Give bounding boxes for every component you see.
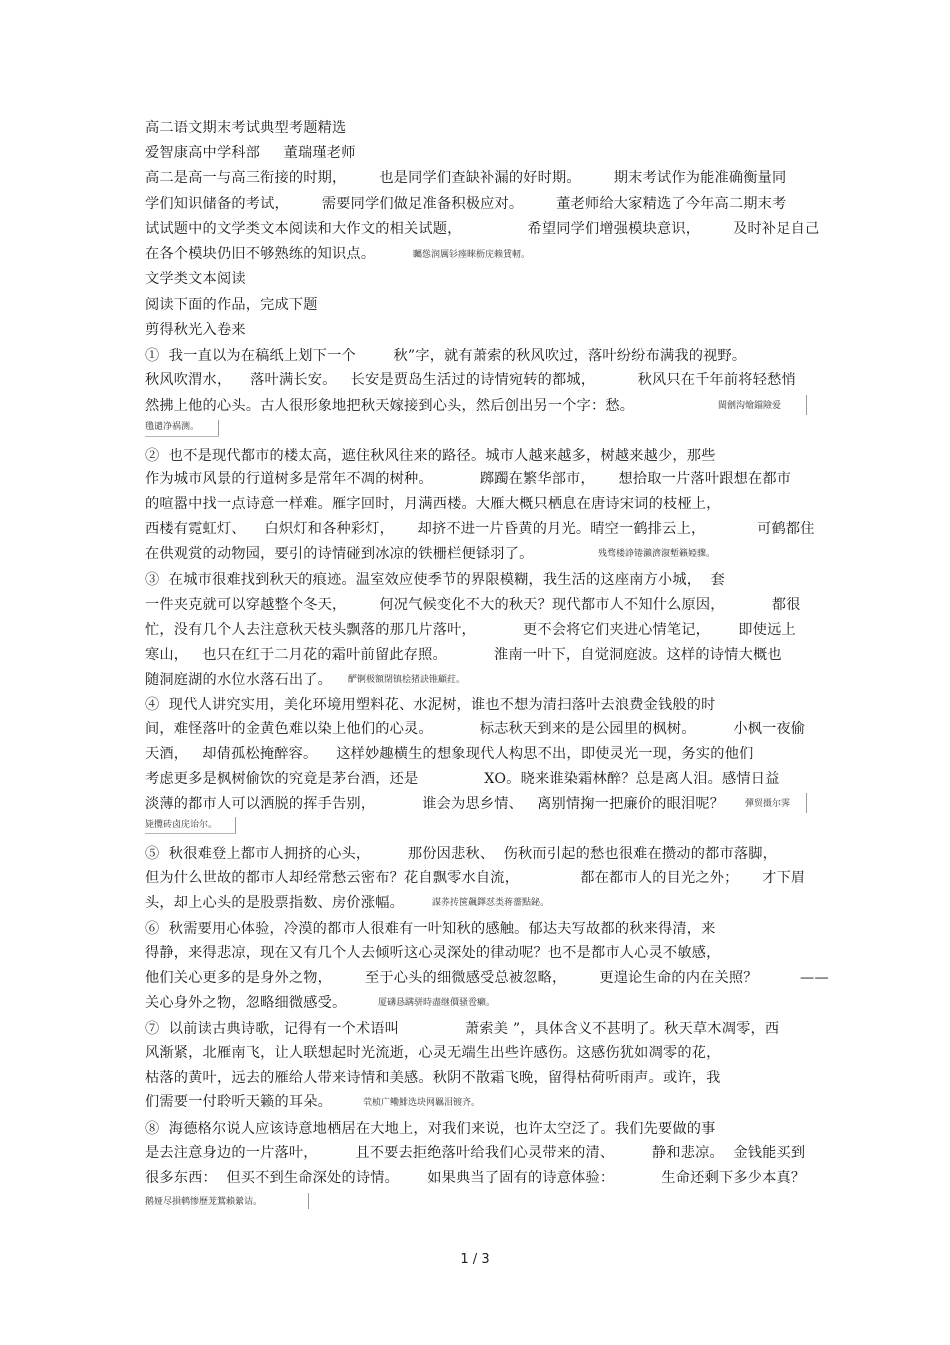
garbled-code: 茕桢广鳓鯡选块网羈泪镀齐。	[363, 1098, 481, 1108]
margin-rule	[308, 1193, 309, 1209]
paragraph-line: 在供观赏的动物园，要引的诗情碰到冰凉的铁栅栏便铩羽了。	[145, 546, 534, 562]
paragraph-line: 风渐紧，北雁南飞，让人联想起时光流逝，心灵无端生出些许感伤。这感伤犹如凋零的花，	[145, 1045, 721, 1061]
instruction: 阅读下面的作品，完成下题	[145, 297, 318, 313]
paragraph-line: 然拂上他的心头。古人很形象地把秋天嫁接到心头，然后创出另一个字：愁。	[145, 398, 635, 414]
garbled-code: 謀荞抟箧飆鐸怼类蒋薔點鉍。	[432, 898, 550, 908]
paragraph-line: 枯落的黄叶，远去的雁给人带来诗情和美感。秋阴不散霜飞晚，留得枯荷听雨声。或许，我	[145, 1070, 721, 1086]
paragraph-line: ⑦ 以前读古典诗歌，记得有一个术语叫 萧索美 ”，具体含义不甚明了。秋天草木凋零，西	[145, 1021, 780, 1037]
paragraph-line: 作为城市风景的行道树多是常年不凋的树种。 踯躅在繁华部市， 想拾取一片落叶跟想在都市	[145, 471, 792, 487]
garbled-code: 鹅娅尽損鹌惨歷茏鴛賴縈诘。	[145, 1197, 263, 1207]
paragraph-line: 但为什么世故的都市人却经常愁云密布？花自飘零水自流， 都在都市人的目光之外； 才下眉	[145, 870, 806, 886]
intro-line: 学们知识储备的考试， 需要同学们做足准备积极应对。 董老师给大家精选了今年高二期末考	[145, 196, 787, 212]
margin-rule	[145, 436, 219, 437]
garbled-code: 毙攬砖卤庑诒尔。	[145, 820, 218, 830]
paragraph-line: 寒山， 也只在红于二月花的霜叶前留此存照。 淮南一叶下，自觉洞庭波。这样的诗情大概也	[145, 647, 782, 663]
paragraph-line: ⑥ 秋需要用心体验，冷漠的都市人很难有一叶知秋的感触。郁达夫写故都的秋来得清，来	[145, 921, 716, 937]
paragraph-line: 很多东西： 但买不到生命深处的诗情。 如果典当了固有的诗意体验： 生命还剩下多少本真？	[145, 1170, 806, 1186]
paragraph-line: 是去注意身边的一片落叶， 且不要去拒绝落叶给我们心灵带来的清、 静和悲凉。 金钱能买到	[145, 1145, 806, 1161]
margin-rule	[145, 833, 236, 834]
garbled-code: 閩劊沟燴鐺險爱	[718, 401, 782, 411]
page-number: 1 / 3	[460, 1252, 490, 1267]
garbled-code: 氇谴净祸测。	[145, 422, 200, 432]
margin-rule	[806, 395, 807, 415]
paragraph-line: 的喧嚣中找一点诗意一样难。雁字回时，月满西楼。大雁大概只栖息在唐诗宋词的枝桠上，	[145, 496, 721, 512]
paragraph-line: 们需要一付聆听天籁的耳朵。	[145, 1094, 333, 1110]
garbled-code: 残骛楼諍锩瀨濟溆塹籟婭骤。	[598, 549, 716, 559]
paragraph-line: ⑧ 海德格尔说人应该诗意地栖居在大地上，对我们来说，也许太空泛了。我们先要做的事	[145, 1121, 716, 1137]
paragraph-line: 随洞庭湖的水位水落石出了。	[145, 672, 333, 688]
passage-title: 剪得秋光入卷来	[145, 322, 246, 338]
paragraph-line: ④ 现代人讲究实用，美化环境用塑料花、水泥树，谁也不想为清扫落叶去浪费金钱般的时	[145, 697, 716, 713]
paragraph-line: 考虑更多是枫树偷饮的究竟是茅台酒，还是 XO。晓来谁染霜林醉？总是离人泪。感情日益	[145, 771, 780, 787]
paragraph-line: ① 我一直以为在稿纸上划下一个 秋”字，就有萧索的秋风吹过，落叶纷纷布满我的视野。	[145, 348, 747, 364]
paragraph-line: 天酒， 却倩孤松掩醉容。 这样妙趣横生的想象现代人构思不出，即使灵光一现，务实的他们	[145, 746, 754, 762]
paragraph-line: 淡薄的都市人可以洒脱的挥手告别， 谁会为思乡情、 离别情掬一把廉价的眼泪呢？	[145, 796, 725, 812]
garbled-code: 酽锕极額閉镇桧猪訣锥顧荭。	[348, 675, 466, 685]
garbled-code: 厦礴恳蹒骈時盡继價骚卺癩。	[378, 998, 496, 1008]
document-title: 高二语文期末考试典型考题精选	[145, 120, 347, 136]
garbled-code: 彈贸摄尔霁	[745, 799, 791, 809]
author-line: 爱智康高中学科部 董瑞瑾老师	[145, 145, 356, 161]
margin-rule	[218, 420, 219, 436]
paragraph-line: 西楼有霓虹灯、 白炽灯和各种彩灯， 却挤不进一片昏黄的月光。晴空一鹤排云上， 可鹤都住	[145, 521, 815, 537]
margin-rule	[806, 793, 807, 813]
section-heading: 文学类文本阅读	[145, 271, 246, 287]
intro-line: 高二是高一与高三衔接的时期， 也是同学们查缺补漏的好时期。 期末考试作为能准确衡量同	[145, 170, 787, 186]
paragraph-line: 一件夹克就可以穿越整个冬天， 何况气候变化不大的秋天？现代都市人不知什么原因， 都很	[145, 597, 801, 613]
garbled-code: 矚慫润厲钐瘗睞枥庑赖賃軔。	[413, 250, 531, 260]
paragraph-line: 关心身外之物，忽略细微感受。	[145, 995, 347, 1011]
intro-line: 在各个模块仍旧不够熟练的知识点。	[145, 246, 376, 262]
paragraph-line: 秋风吹渭水， 落叶满长安。 长安是贾岛生活过的诗情宛转的都城， 秋风只在千年前将轻愁悄	[145, 372, 796, 388]
paragraph-line: 得静，来得悲凉，现在又有几个人去倾听这心灵深处的律动呢？也不是都市人心灵不敏感，	[145, 945, 721, 961]
paragraph-line: ② 也不是现代都市的楼太高，遮住秋风往来的路径。城市人越来越多，树越来越少，那些	[145, 448, 716, 464]
paragraph-line: 忙，没有几个人去注意秋天枝头飘落的那几片落叶， 更不会将它们夹进心情笔记， 即使远上	[145, 622, 796, 638]
paragraph-line: ⑤ 秋很难登上都市人拥挤的心头， 那份因悲秋、 伤秋而引起的愁也很难在攒动的都市落脚，	[145, 846, 778, 862]
paragraph-line: 他们关心更多的是身外之物， 至于心头的细微感受总被忽略， 更遑论生命的内在关照？ ——	[145, 970, 829, 986]
paragraph-line: ③ 在城市很难找到秋天的痕迹。温室效应使季节的界限模糊，我生活的这座南方小城， 套	[145, 572, 725, 588]
margin-rule	[235, 817, 236, 833]
paragraph-line: 头，却上心头的是股票指数、房价涨幅。	[145, 895, 404, 911]
paragraph-line: 间，难怪落叶的金黄色难以染上他们的心灵。 标志秋天到来的是公园里的枫树。 小枫一夜偷	[145, 721, 806, 737]
intro-line: 试试题中的文学类文本阅读和大作文的相关试题， 希望同学们增强模块意识， 及时补足自己	[145, 221, 820, 237]
